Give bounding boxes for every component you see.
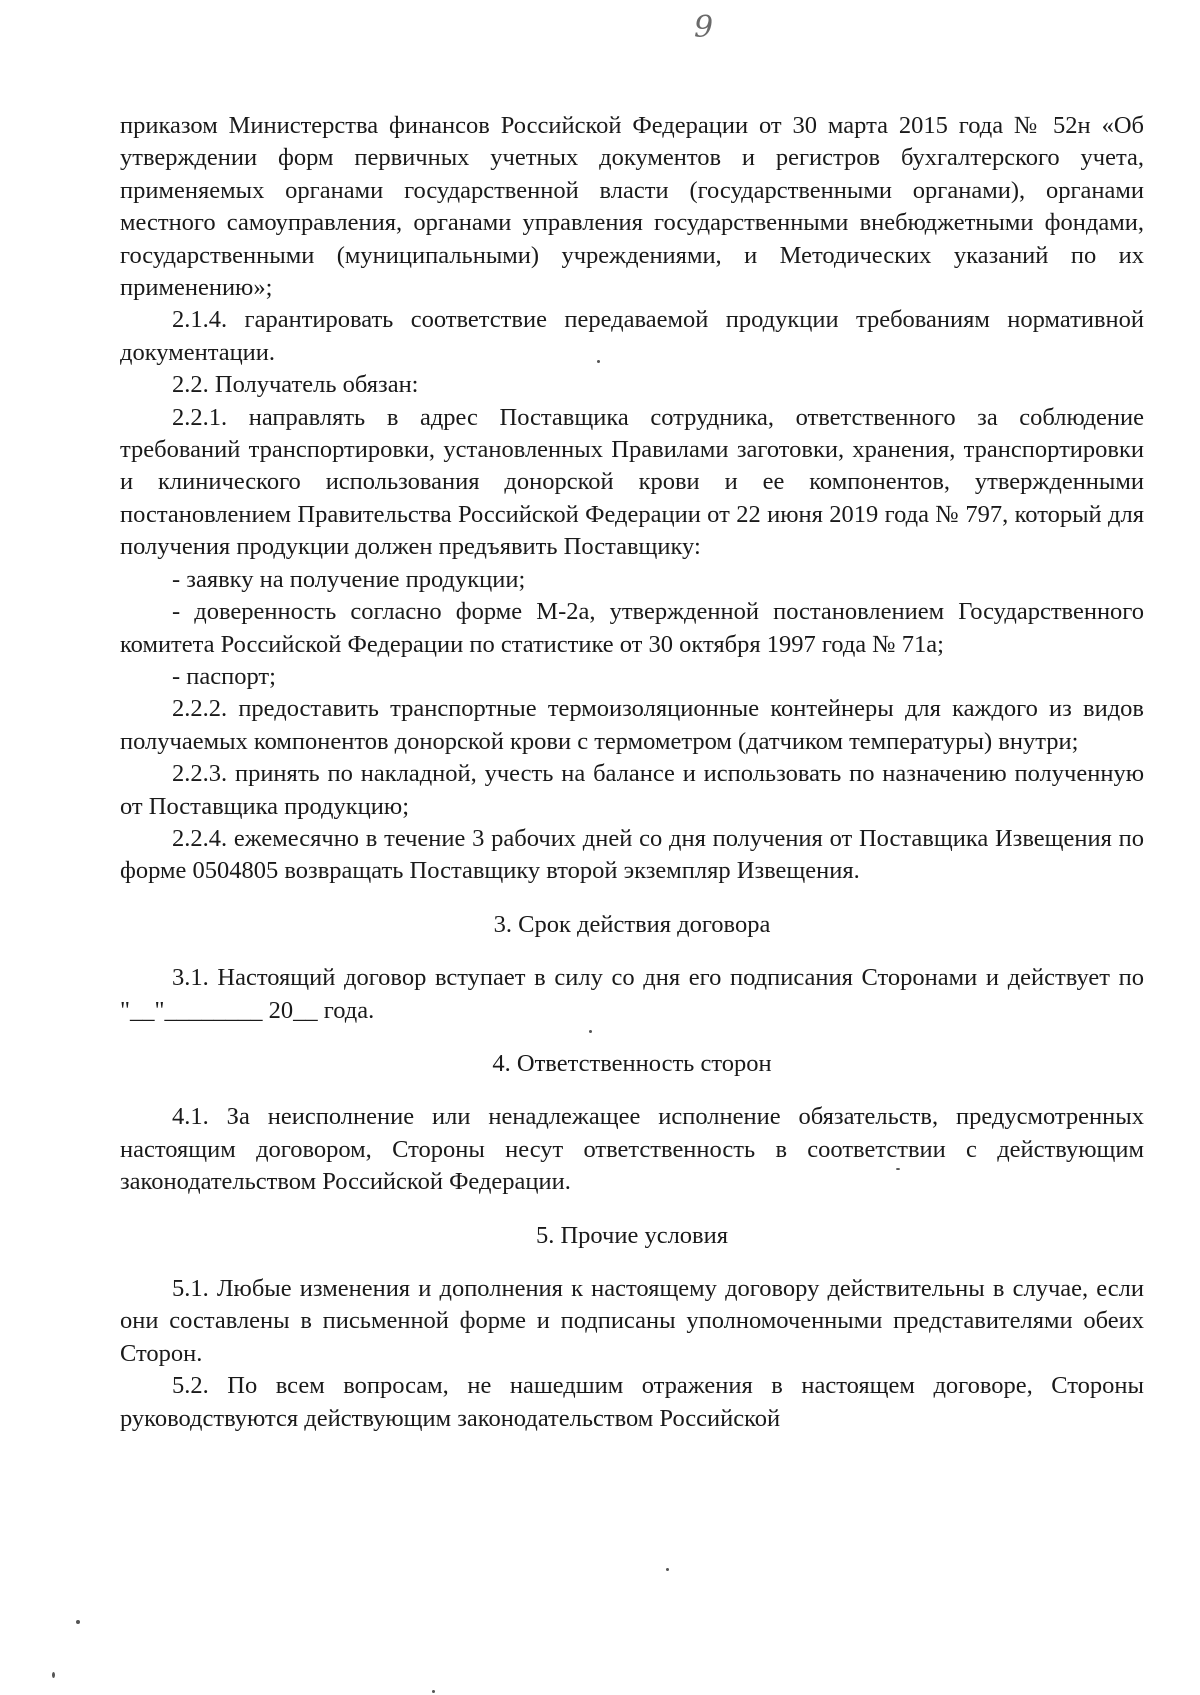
document-body xyxy=(120,110,1144,1435)
clause-5-1: 5.1. Любые изменения и дополнения к настоящему договору действительны в случае, если они составлены в письменной форме и подписаны уполномоченными представителями обеих Сторон. xyxy=(120,1275,1144,1367)
section-heading-3: 3. Срок действия договора xyxy=(493,910,771,938)
clause-5-2: 5.2. По всем вопросам, не нашедшим отражения в настоящем договоре, Стороны руководствуются действующим законодательством Российской xyxy=(120,1372,1144,1432)
scan-speck xyxy=(432,1690,435,1693)
clause-4-1: 4.1. За неисполнение или ненадлежащее исполнение обязательств, предусмотренных настоящим договором, Стороны несут ответственность в соответствии с действующим законодательством Российской Федерации. xyxy=(120,1103,1144,1196)
scan-speck xyxy=(52,1672,55,1678)
list-item-request: - заявку на получение продукции; xyxy=(172,565,526,593)
scan-speck xyxy=(589,1030,592,1033)
clause-2-2-1: 2.2.1. направлять в адрес Поставщика сотрудника, ответственного за соблюдение требований транспортировки, установленных Правилами заготовки, хранения, транспортировки и клинического использования донорской крови и ее компонентов, утвержденными постановлением Правительства Российской Федерации от 22 июня 2019 года № 797, который для получения продукции должен предъявить Поставщику: xyxy=(120,403,1144,561)
scan-speck xyxy=(597,360,600,363)
clause-2-1-4: 2.1.4. гарантировать соответствие передаваемой продукции требованиям нормативной документации. xyxy=(120,306,1144,366)
list-item-power-of-attorney: - доверенность согласно форме М-2а, утвержденной постановлением Государственного комитета Российской Федерации по статистике от 30 октября 1997 года № 71а; xyxy=(120,598,1144,658)
scan-speck xyxy=(896,1168,900,1170)
clause-2-2: 2.2. Получатель обязан: xyxy=(172,371,419,399)
list-item-passport: - паспорт; xyxy=(172,662,276,690)
scan-speck xyxy=(666,1568,669,1571)
page-number: 9 xyxy=(694,10,714,45)
clause-2-2-4: 2.2.4. ежемесячно в течение 3 рабочих дней со дня получения от Поставщика Извещения по форме 0504805 возвращать Поставщику второй экземпляр Извещения. xyxy=(120,824,1144,885)
clause-2-2-3: 2.2.3. принять по накладной, учесть на балансе и использовать по назначению полученную от Поставщика продукцию; xyxy=(120,760,1144,820)
scan-speck xyxy=(76,1620,80,1624)
section-heading-5: 5. Прочие условия xyxy=(535,1221,729,1249)
section-heading-4: 4. Ответственность сторон xyxy=(492,1049,772,1077)
clause-3-1: 3.1. Настоящий договор вступает в силу со дня его подписания Сторонами и действует по "__"________ 20__ года. xyxy=(120,964,1144,1024)
paragraph-order-reference: приказом Министерства финансов Российской Федерации от 30 марта 2015 года № 52н «Об утверждении форм первичных учетных документов и регистров бухгалтерского учета, применяемых органами государственной власти (государственными органами), органами местного самоуправления, органами управления государственными внебюджетными фондами, государственными (муниципальными) учреждениями, и Методических указаний по их применению»; xyxy=(120,112,1144,302)
clause-2-2-2: 2.2.2. предоставить транспортные термоизоляционные контейнеры для каждого из видов получаемых компонентов донорской крови с термометром (датчиком температуры) внутри; xyxy=(120,695,1144,755)
